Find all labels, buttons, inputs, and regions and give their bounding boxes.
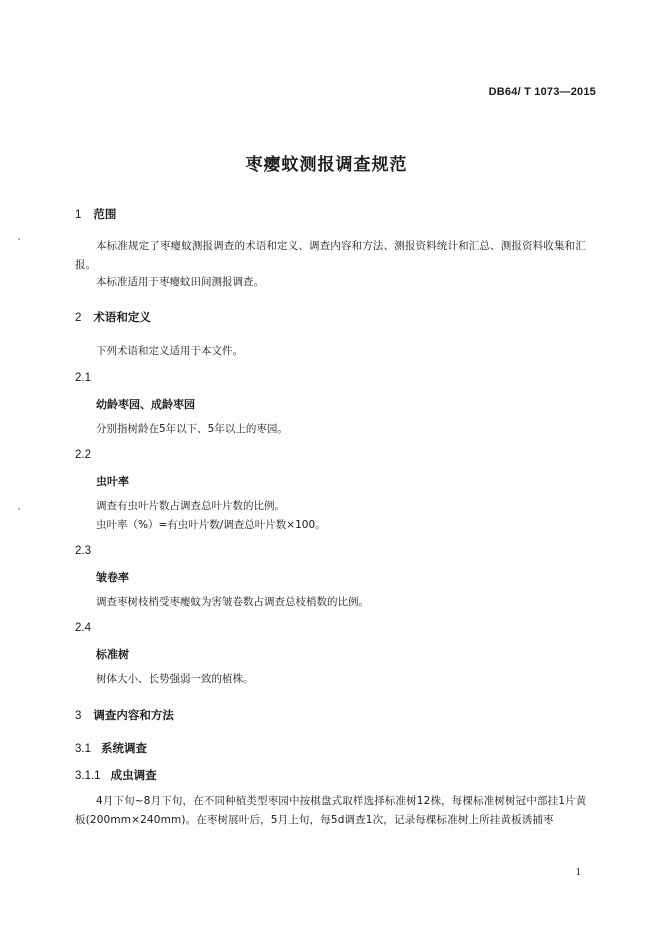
section-title: 范围 [93,207,117,221]
section-3-1-heading [75,740,147,756]
section-title: 术语和定义 [93,310,151,324]
term-2-2-number: 2.2 [75,449,91,461]
binding-mark [18,238,20,240]
section-3-1-1-heading [75,767,157,783]
term-2-1-title: 幼龄枣园、成龄枣园 [96,398,195,411]
section-title: 成虫调查 [110,768,157,782]
section-number: 3.1.1 [75,770,101,782]
term-2-2-title: 虫叶率 [96,475,129,488]
section-number: 3.1 [75,743,91,755]
section-3-1-1-paragraph: 4月下旬~8月下旬，在不同种植类型枣园中按棋盘式取样选择标准树12株，每棵标准树树冠中部挂1片黄板(200mm×240mm)。在枣树展叶后，5月上旬，每5d调查1次，记录每棵标准树上所挂黄板诱捕枣 [75,795,587,826]
term-2-4-title: 标准树 [96,648,129,661]
term-2-1-definition: 分别指树龄在5年以下、5年以上的枣园。 [96,423,288,435]
term-2-4-number: 2.4 [75,622,91,634]
section-number: 1 [75,209,82,221]
section-title: 调查内容和方法 [93,708,174,722]
section-title: 系统调查 [101,741,147,755]
term-2-2-definition: 调查有虫叶片数占调查总叶片数的比例。 [96,500,285,512]
page-number: 1 [575,866,581,878]
section-2-intro: 下列术语和定义适用于本文件。 [96,345,243,357]
section-3-heading [75,707,174,723]
section-number: 2 [75,312,82,324]
section-2-heading [75,309,151,325]
term-2-1-number: 2.1 [75,372,91,384]
section-1-paragraph-2: 本标准适用于枣瘿蚊田间测报调查。 [96,276,264,288]
term-2-2-formula: 虫叶率（%）=有虫叶片数/调查总叶片数×100。 [96,519,326,531]
section-number: 3 [75,710,82,722]
document-title: 枣瘿蚊测报调查规范 [245,155,408,175]
term-2-3-title: 皱卷率 [96,571,129,584]
document-code: DB64/ T 1073—2015 [488,86,596,98]
term-2-3-definition: 调查枣树枝梢受枣瘿蚊为害皱卷数占调查总枝梢数的比例。 [96,596,369,608]
section-1-paragraph-1: 本标准规定了枣瘿蚊测报调查的术语和定义、调查内容和方法、测报资料统计和汇总、测报资料收集和汇报。 [75,240,586,271]
section-1-heading [75,206,116,222]
term-2-4-definition: 树体大小、长势强弱一致的植株。 [96,673,254,685]
binding-mark [18,508,20,510]
term-2-3-number: 2.3 [75,545,91,557]
